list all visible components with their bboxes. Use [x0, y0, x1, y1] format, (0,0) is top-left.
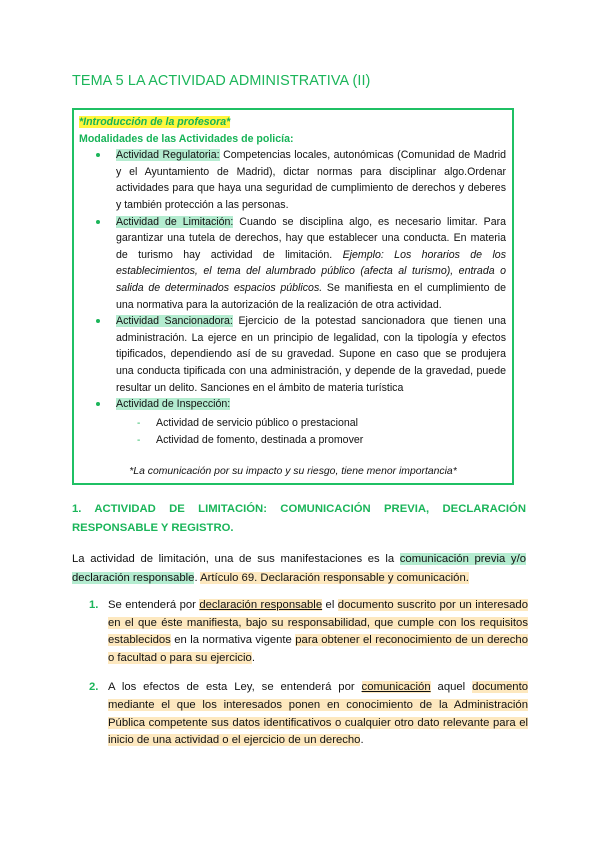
text-regulatoria: Competencias locales, autonómicas (Comunidad de Madrid y el Ayuntamiento de Madrid), dictar normas para disciplinar algo. [116, 149, 507, 178]
sublist-item: - Actividad de servicio público o prestacional [116, 415, 506, 433]
intro-label: *Introducción de la profesora* [79, 116, 231, 128]
article-reference: Artículo 69. Declaración responsable y comunicación. [200, 571, 469, 584]
example-limitacion: Ejemplo: Los horarios de los establecimientos, el tema del alumbrado público (afecta al turismo), entrada o salida de determinados espacios públicos. [116, 248, 506, 294]
term-declaracion-responsable: declaración responsable [199, 599, 323, 611]
term-inspeccion: Actividad de Inspección: [116, 398, 231, 411]
list-item-sancionadora [79, 313, 506, 396]
item-number: 2. [89, 681, 99, 694]
dash-icon: - [137, 435, 141, 447]
text-sancionadora: Ejercicio de la potestad sancionadora que tienen una administración. La ejerce en un principio de legalidad, con la tipología y efectos tipificados, dependiendo así de su gravedad. Supone en caso que se produjera una conducta tipificada con una administración, y depende de la gravedad, puede resultar un delito. Sanciones en el ámbito de materia turística [116, 315, 506, 394]
police-activities-list [79, 147, 506, 450]
definition-item: 2. A los efectos de esta Ley, se entenderá por comunicación aquel documento mediante el que los interesados ponen en conocimiento de la Administración Pública competente sus datos identificativos o cualquier otro dato relevante para el inicio de una actividad o el ejercicio de un derecho. [89, 681, 528, 747]
item-number: 1. [89, 599, 99, 611]
definition-item: 1. Se entenderá por declaración responsable el documento suscrito por un interesado en el que éste manifiesta, bajo su responsabilidad, que cumple con los requisitos establecidos en la normativa vigente para obtener el reconocimiento de un derecho o facultad o para su ejercicio. [89, 599, 528, 664]
section-heading: 1. ACTIVIDAD DE LIMITACIÓN: COMUNICACIÓN PREVIA, DECLARACIÓN RESPONSABLE Y REGISTRO. [72, 503, 526, 534]
introduction-box [72, 108, 514, 485]
text-limitacion-after: Se manifiesta en el cumplimiento de una normativa para la autorización de la realización de otra actividad. [116, 281, 507, 311]
para-highlight: comunicación previa y/o declaración responsable [72, 553, 526, 584]
intro-paragraph: La actividad de limitación, una de sus manifestaciones es la comunicación previa y/o declaración responsable. Artículo 69. Declaración responsable y comunicación. [72, 553, 526, 584]
box-heading: Modalidades de las Actividades de policía: [79, 132, 294, 145]
term-comunicacion: comunicación [361, 681, 431, 694]
dash-icon: - [137, 417, 141, 429]
term-sancionadora: Actividad Sancionadora: [116, 315, 233, 328]
sublist-item: - Actividad de fomento, destinada a promover [116, 432, 506, 450]
term-limitacion: Actividad de Limitación: [116, 215, 234, 228]
list-item-inspeccion [79, 396, 506, 450]
inspeccion-sublist [116, 415, 506, 450]
page-title: TEMA 5 LA ACTIVIDAD ADMINISTRATIVA (II) [72, 73, 371, 89]
term-regulatoria: Actividad Regulatoria: [116, 149, 220, 162]
box-footnote: *La comunicación por su impacto y su riesgo, tiene menor importancia* [129, 466, 457, 477]
list-item-limitacion [79, 214, 506, 314]
text-regulatoria-cont: Ordenar actividades para que haya una seguridad de cumplimiento de derechos y deberes y también protección a las personas. [116, 165, 506, 211]
definitions-list [72, 597, 528, 750]
list-item-regulatoria [79, 147, 506, 213]
text-limitacion: Cuando se disciplina algo, es necesario limitar. Para garantizar una tutela de derechos, hay que establecer una conducta. En materia de turismo hay actividad de limitación. [116, 215, 507, 261]
